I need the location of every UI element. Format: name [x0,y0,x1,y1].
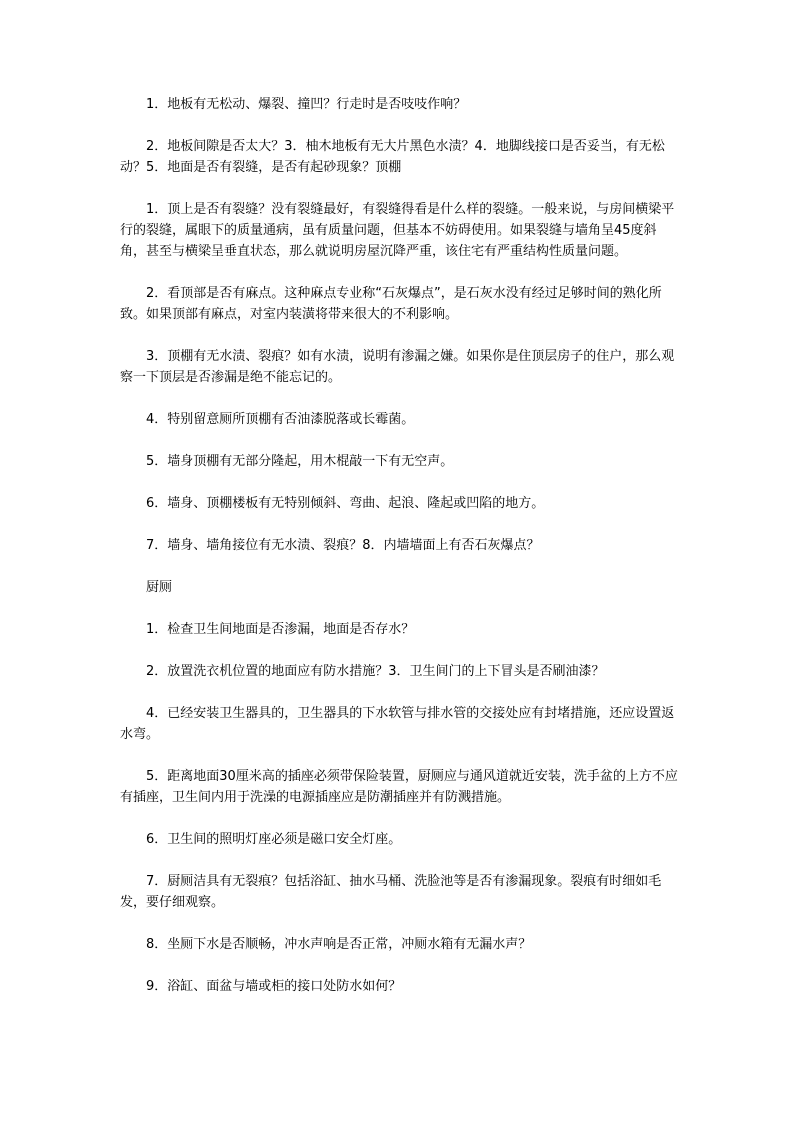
section-heading-kitchen-bath: 厨厕 [146,580,173,595]
paragraph-floor-2: 2．地板间隙是否太大？3．柚木地板有无大片黑色水渍？4．地脚线接口是否妥当，有无松动？5．地面是否有裂缝，是否有起砂现象？顶棚 [120,139,665,175]
document-body [120,94,680,1018]
paragraph-floor-1: 1．地板有无松动、爆裂、撞凹？行走时是否吱吱作响？ [146,97,467,112]
paragraph-ceiling-5: 5．墙身顶棚有无部分隆起，用木棍敲一下有无空声。 [146,454,454,469]
paragraph-ceiling-1: 1．顶上是否有裂缝？没有裂缝最好，有裂缝得看是什么样的裂缝。一般来说，与房间横梁平行的裂缝，属眼下的质量通病，虽有质量问题，但基本不妨碍使用。如果裂缝与墙角呈45度斜角，甚至与横梁呈垂直状态，那么就说明房屋沉降严重，该住宅有严重结构性质量问题。 [120,202,675,259]
paragraph-bath-6: 6．卫生间的照明灯座必须是磁口安全灯座。 [146,832,402,847]
paragraph-bath-9: 9．浴缸、面盆与墙或柜的接口处防水如何？ [146,979,402,994]
paragraph-bath-1: 1．检查卫生间地面是否渗漏，地面是否存水？ [146,622,415,637]
paragraph-ceiling-4: 4．特别留意厕所顶棚有否油漆脱落或长霉菌。 [146,412,415,427]
paragraph-bath-7: 7．厨厕洁具有无裂痕？包括浴缸、抽水马桶、洗脸池等是否有渗漏现象。裂痕有时细如毛发，要仔细观察。 [120,874,662,910]
paragraph-ceiling-3: 3．顶棚有无水渍、裂痕？如有水渍，说明有渗漏之嫌。如果你是住顶层房子的住户，那么观察一下顶层是否渗漏是绝不能忘记的。 [120,349,675,385]
paragraph-bath-5: 5．距离地面30厘米高的插座必须带保险装置，厨厕应与通风道就近安装，洗手盆的上方不应有插座，卫生间内用于洗澡的电源插座应是防潮插座并有防溅措施。 [120,769,678,805]
paragraph-bath-4: 4．已经安装卫生器具的，卫生器具的下水软管与排水管的交接处应有封堵措施，还应设置返水弯。 [120,706,675,742]
paragraph-ceiling-2: 2．看顶部是否有麻点。这种麻点专业称“石灰爆点”，是石灰水没有经过足够时间的熟化所致。如果顶部有麻点，对室内装潢将带来很大的不利影响。 [120,286,662,322]
paragraph-bath-8: 8．坐厕下水是否顺畅，冲水声响是否正常，冲厕水箱有无漏水声？ [146,937,532,952]
paragraph-bath-2: 2．放置洗衣机位置的地面应有防水措施？3．卫生间门的上下冒头是否刷油漆？ [146,664,605,679]
paragraph-ceiling-6: 6．墙身、顶棚楼板有无特别倾斜、弯曲、起浪、隆起或凹陷的地方。 [146,496,545,511]
paragraph-ceiling-7: 7．墙身、墙角接位有无水渍、裂痕？8．内墙墙面上有否石灰爆点？ [146,538,540,553]
